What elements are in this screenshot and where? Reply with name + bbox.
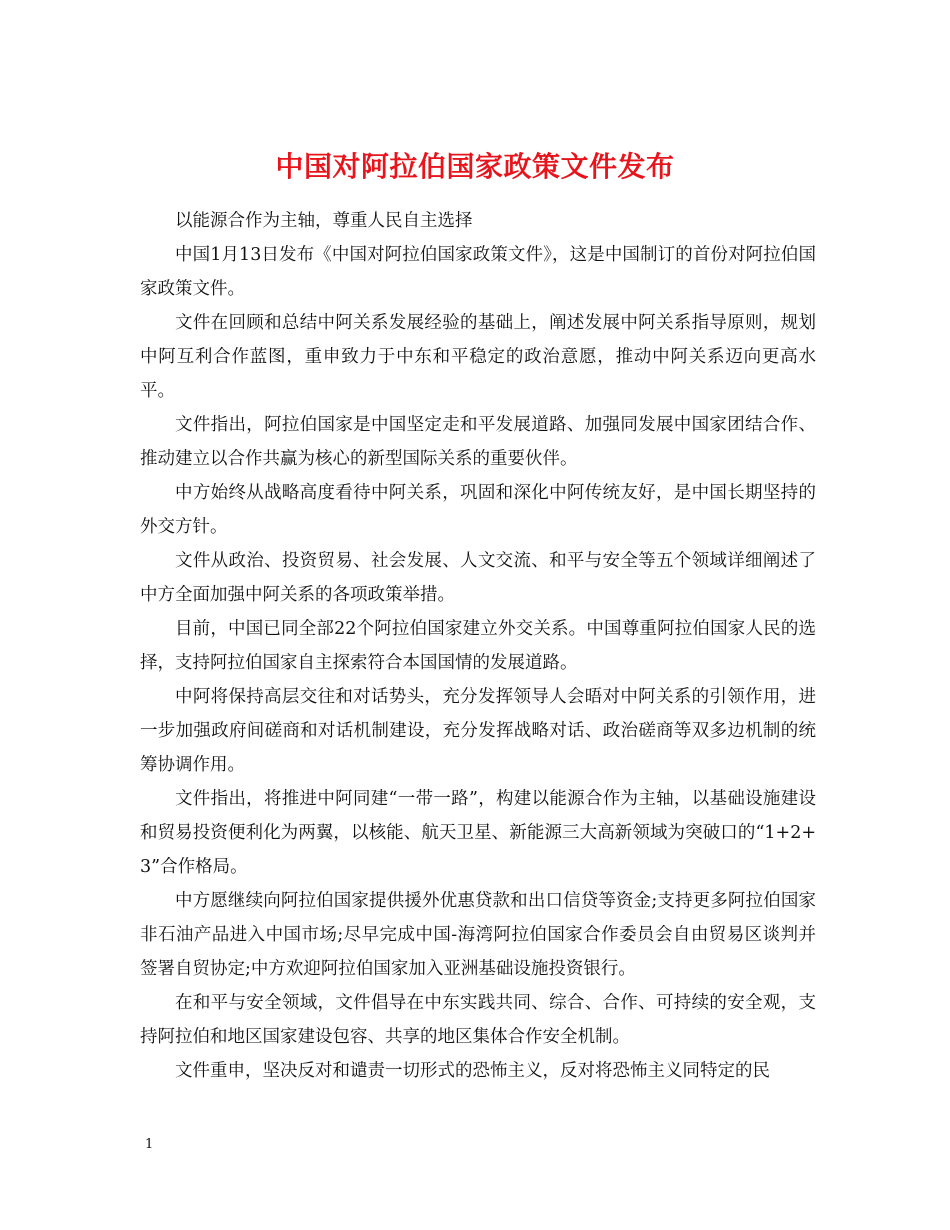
paragraph: 以能源合作为主轴，尊重人民自主选择 <box>175 211 473 231</box>
paragraph: 文件从政治、投资贸易、社会发展、人文交流、和平与安全等五个领域详细阐述了中方全面加强中阿关系的各项政策举措。 <box>140 551 816 605</box>
paragraph: 文件在回顾和总结中阿关系发展经验的基础上，阐述发展中阿关系指导原则，规划中阿互利合作蓝图，重申致力于中东和平稳定的政治意愿，推动中阿关系迈向更高水平。 <box>140 313 816 401</box>
document-title: 中国对阿拉伯国家政策文件发布 <box>275 149 675 183</box>
paragraph: 文件重申，坚决反对和谴责一切形式的恐怖主义，反对将恐怖主义同特定的民 <box>175 1061 770 1081</box>
paragraph: 中阿将保持高层交往和对话势头，充分发挥领导人会晤对中阿关系的引领作用，进一步加强政府间磋商和对话机制建设，充分发挥战略对话、政治磋商等双多边机制的统筹协调作用。 <box>140 687 816 775</box>
paragraph: 文件指出，阿拉伯国家是中国坚定走和平发展道路、加强同发展中国家团结合作、推动建立以合作共赢为核心的新型国际关系的重要伙伴。 <box>140 415 816 469</box>
paragraph: 中方愿继续向阿拉伯国家提供援外优惠贷款和出口信贷等资金;支持更多阿拉伯国家非石油产品进入中国市场;尽早完成中国-海湾阿拉伯国家合作委员会自由贸易区谈判并签署自贸协定;中方欢迎阿拉伯国家加入亚洲基础设施投资银行。 <box>140 891 816 979</box>
paragraph: 中国1月13日发布《中国对阿拉伯国家政策文件》，这是中国制订的首份对阿拉伯国家政策文件。 <box>140 245 816 299</box>
paragraph: 文件指出，将推进中阿同建“一带一路”，构建以能源合作为主轴，以基础设施建设和贸易投资便利化为两翼，以核能、航天卫星、新能源三大高新领域为突破口的“1+2+3”合作格局。 <box>140 789 816 877</box>
paragraph: 中方始终从战略高度看待中阿关系，巩固和深化中阿传统友好，是中国长期坚持的外交方针。 <box>140 483 816 537</box>
paragraph: 在和平与安全领域，文件倡导在中东实践共同、综合、合作、可持续的安全观，支持阿拉伯和地区国家建设包容、共享的地区集体合作安全机制。 <box>140 993 816 1047</box>
paragraph: 目前，中国已同全部22个阿拉伯国家建立外交关系。中国尊重阿拉伯国家人民的选择，支持阿拉伯国家自主探索符合本国国情的发展道路。 <box>140 619 816 673</box>
document-body <box>140 204 816 1088</box>
page-number: 1 <box>145 1137 154 1152</box>
